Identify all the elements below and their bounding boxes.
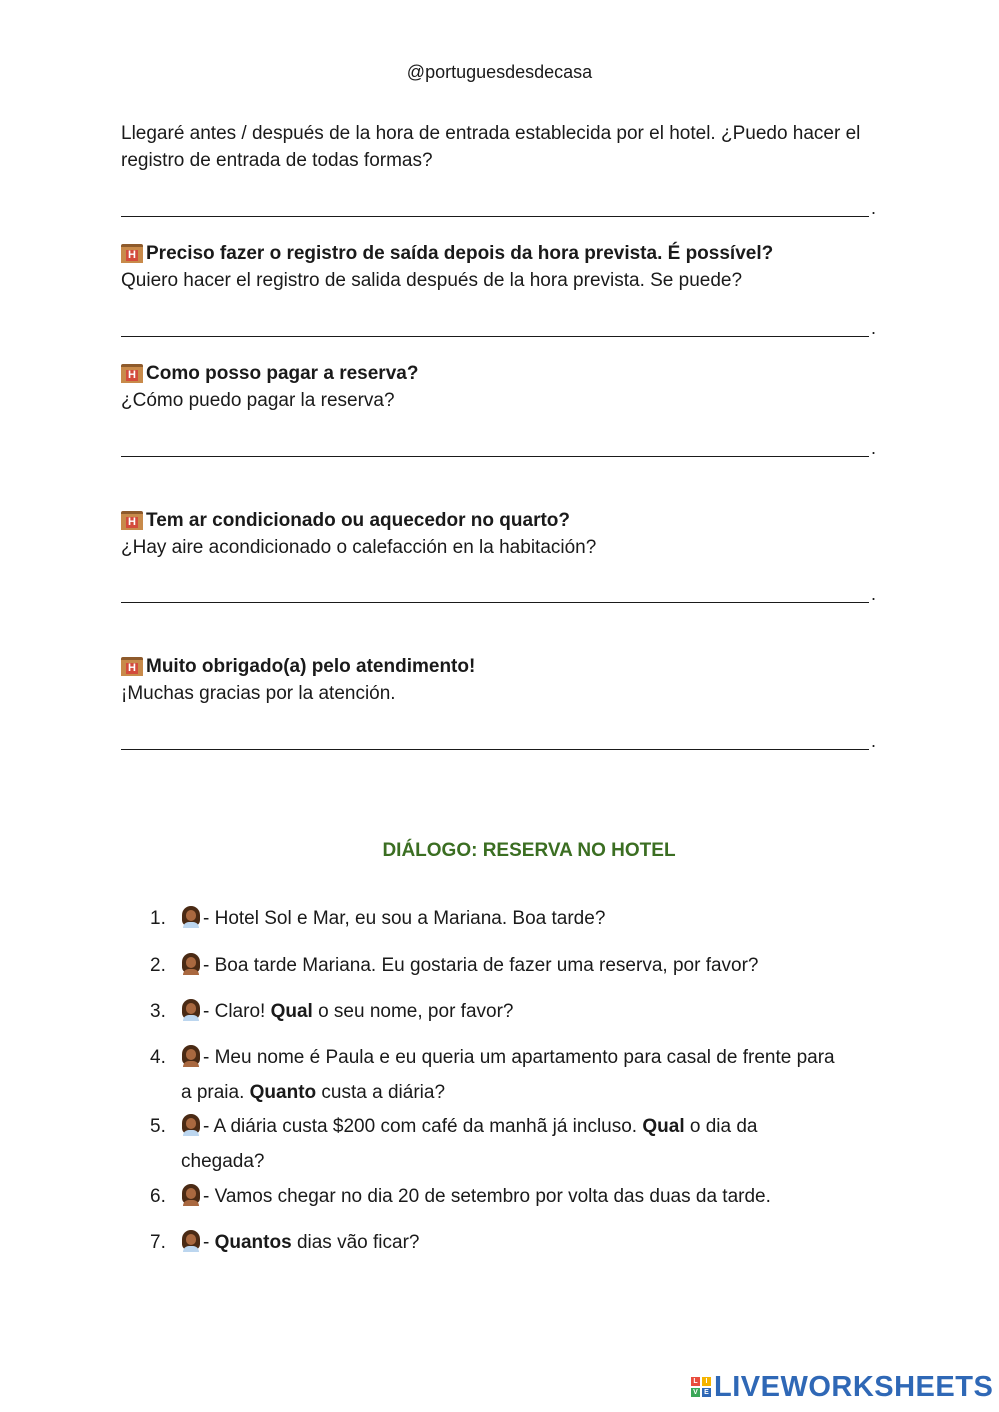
dialog-text: dias vão ficar? [291,1232,420,1253]
dialog-number: 1. [150,908,166,929]
dialog-text: chegada? [181,1151,265,1172]
dialog-text: - A diária custa $200 com café da manhã já incluso. [203,1116,643,1137]
dialog-keyword: Quantos [214,1232,292,1253]
dialog-line-1 [150,901,880,936]
answer-dot-1: . [871,318,877,338]
answer-dot-0: . [871,198,877,218]
page-header-handle: @portuguesdesdecasa [406,62,593,82]
dialog-number: 7. [150,1232,166,1253]
dialog-keyword: Qual [642,1116,685,1137]
hotel-icon: H [121,244,143,263]
dialog-line-6 [150,1179,880,1214]
intro-es: Llegaré antes / después de la hora de entrada establecida por el hotel. ¿Puedo hacer el registro de entrada de todas formas? [121,123,861,171]
phrase-block-1 [121,240,881,294]
dialog-keyword: Qual [270,1001,313,1022]
dialog-text: - Boa tarde Mariana. Eu gostaria de fazer uma reserva, por favor? [203,955,759,976]
dialog-line-3 [150,994,880,1029]
logo-text: LIVEWORKSHEETS [714,1370,994,1403]
dialog-line-4 [150,1040,880,1110]
answer-line-2[interactable] [121,456,869,457]
dialog-text: - [203,1232,215,1253]
liveworksheets-logo[interactable] [691,1371,993,1403]
answer-dot-3: . [871,584,877,604]
dialog-text: - Claro! [203,1001,271,1022]
guest-icon [181,1045,201,1067]
guest-icon [181,1184,201,1206]
answer-line-4[interactable] [121,749,869,750]
phrase-block-4 [121,653,881,707]
receptionist-icon [181,906,201,928]
hotel-icon: H [121,364,143,383]
dialog-title: DIÁLOGO: RESERVA NO HOTEL [382,840,676,861]
phrase-block-3 [121,507,881,561]
guest-icon [181,953,201,975]
answer-line-3[interactable] [121,602,869,603]
dialog-text: - Vamos chegar no dia 20 de setembro por volta das duas da tarde. [203,1186,771,1207]
dialog-text: custa a diária? [316,1082,446,1103]
receptionist-icon [181,999,201,1021]
dialog-number: 2. [150,955,166,976]
answer-line-1[interactable] [121,336,869,337]
receptionist-icon [181,1114,201,1136]
liveworksheets-mark-icon: L I V E [691,1377,711,1397]
intro-sentence [121,120,881,174]
receptionist-icon [181,1230,201,1252]
dialog-line-7 [150,1225,880,1260]
answer-line-0[interactable] [121,216,869,217]
phrase-pt-4: Muito obrigado(a) pelo atendimento! [146,656,476,677]
phrase-es-3: ¿Hay aire acondicionado o calefacción en la habitación? [121,537,597,558]
dialog-text: - Meu nome é Paula e eu queria um apartamento para casal de frente para [203,1047,835,1068]
dialog-keyword: Quanto [249,1082,317,1103]
phrase-pt-3: Tem ar condicionado ou aquecedor no quarto? [146,510,571,531]
phrase-pt-2: Como posso pagar a reserva? [146,363,419,384]
answer-dot-4: . [871,731,877,751]
dialog-number: 4. [150,1047,166,1068]
phrase-pt-1: Preciso fazer o registro de saída depois da hora prevista. É possível? [146,243,774,264]
hotel-icon: H [121,657,143,676]
dialog-line-2 [150,948,880,983]
dialog-number: 6. [150,1186,166,1207]
dialog-number: 3. [150,1001,166,1022]
dialog-line-5 [150,1109,880,1179]
hotel-icon: H [121,511,143,530]
dialog-text: a praia. [181,1082,250,1103]
dialog-text: o dia da [684,1116,758,1137]
phrase-es-1: Quiero hacer el registro de salida después de la hora prevista. Se puede? [121,270,743,291]
phrase-es-4: ¡Muchas gracias por la atención. [121,683,396,704]
phrase-block-2 [121,360,881,414]
dialog-text: - Hotel Sol e Mar, eu sou a Mariana. Boa tarde? [203,908,606,929]
dialog-text: o seu nome, por favor? [312,1001,514,1022]
phrase-es-2: ¿Cómo puedo pagar la reserva? [121,390,395,411]
dialog-number: 5. [150,1116,166,1137]
answer-dot-2: . [871,438,877,458]
